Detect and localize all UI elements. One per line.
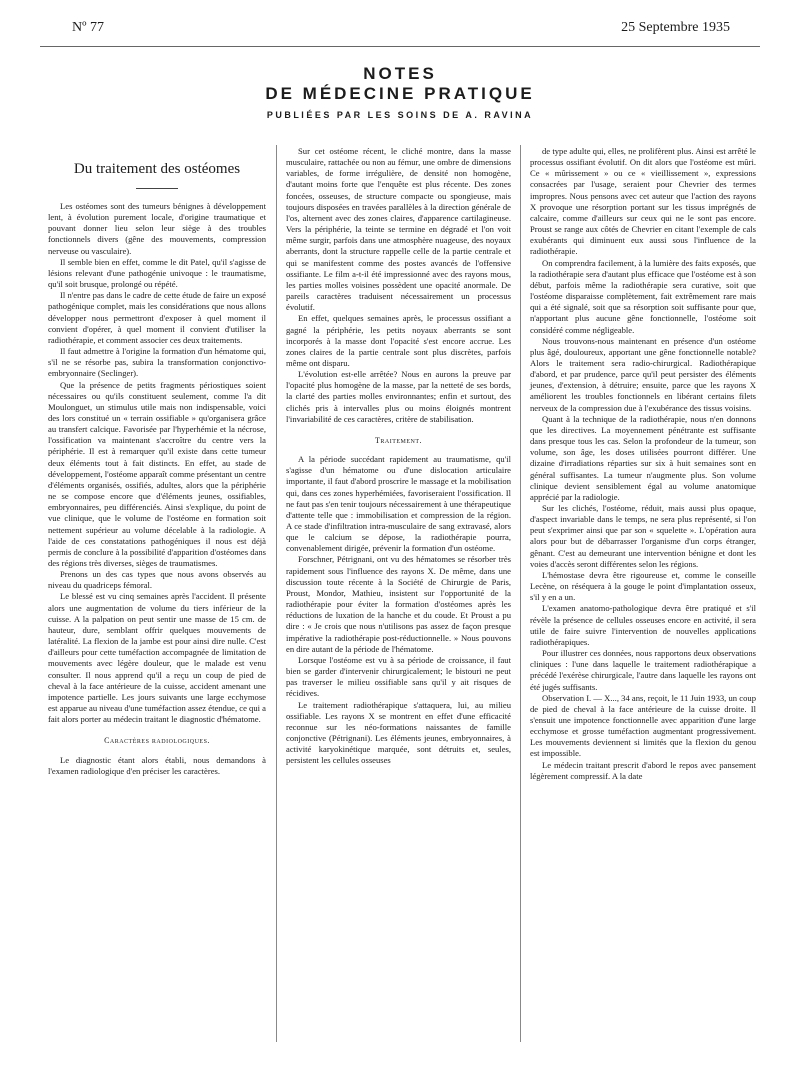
paragraph: Le médecin traitant prescrit d'abord le repos avec pansement légèrement compressif. A la date — [530, 759, 756, 781]
column-divider-1 — [276, 145, 277, 1042]
paragraph: Il faut admettre à l'origine la formation d'un hématome qui, s'il ne se résorbe pas, subira la transformation conjonctivo-embryonnaire (Seclinger). — [48, 346, 266, 379]
paragraph: Sur les clichés, l'ostéome, réduit, mais aussi plus opaque, d'aspect invariable dans le temps, ne sera plus représenté, si l'on peut s'exprimer ainsi que par son « squelette ». L'opération aura alors pour but de débarrasser l'organisme d'un corps étranger, gênant. C'est au demeurant une intervention bénigne et dont les voies d'accès seront différentes selon les régions. — [530, 503, 756, 569]
paragraph: Quant à la technique de la radiothérapie, nous n'en donnons que les directives. La moyennement pénétrante est suffisante dans presque tous les cas. Selon la profondeur de la tumeur, son volume, son âge, les doses utilisées pourront différer. Une dizaine d'irradiations réparties sur six à huit semaines sont en général suffisantes. La tumeur n'augmente plus. Son volume clinique devient sensiblement égal au volume anatomique apprécié par la radiologie. — [530, 413, 756, 502]
article-title: Du traitement des ostéomes — [73, 161, 241, 177]
paragraph: Le diagnostic étant alors établi, nous demandons à l'examen radiologique d'en préciser les caractères. — [48, 754, 266, 776]
paragraph: Observation I. — X..., 34 ans, reçoit, le 11 Juin 1933, un coup de pied de cheval à la face antérieure de la cuisse droite. Il s'ensuit une impotence fonctionnelle avec apparition d'une large ecchymose et grosse tuméfaction augmentant progressivement. Les mouvements deviennent si limités que la flexion du genou est impossible. — [530, 692, 756, 759]
paragraph: Il n'entre pas dans le cadre de cette étude de faire un exposé pathogénique complet, mais les considérations que nous allons développer nous permettront d'exposer à quel moment il convient d'opérer, à quel moment il convient d'utiliser la radiothérapie, et comment associer ces deux traitements. — [48, 290, 266, 345]
paragraph: Que la présence de petits fragments périostiques soient nécessaires ou qu'ils constituent seulement, comme l'a dit Moulonguet, un stimulus utile mais non indispensable, voici des lors constitué un « terrain ossifiable » qu'organisera grâce au transfert calcique. Favorisée par l'hyperhémie et la nécrose, l'ossification va maintenant s'accroître du centre vers la périphérie. Il est à remarquer qu'il existe dans cette tumeur deux éléments tout à fait distincts. En effet, au stade de développement, l'ostéome apparaît comme présentant un centre d'éléments organisés, ossifiés, adultes, alors que la périphérie ne se compose encore que d'éléments jeunes, ossifiables, embryonnaires, peu différenciés. Ainsi s'explique, du point de vue clinique, que le volume de l'ostéome en formation soit nettement supérieur au volume décelable à la radiologie. A l'aide de ces constatations pathogéniques il nous est déjà permis de conclure à la possibilité d'apparition d'ostéomes dans des régions très diverses, sièges de traumatismes. — [48, 379, 266, 568]
paragraph: L'hémostase devra être rigoureuse et, comme le conseille Lecène, on réséquera à la gouge le point d'implantation osseux, s'il y en a un. — [530, 569, 756, 603]
column-3 — [530, 146, 756, 782]
paragraph: L'examen anatomo-pathologique devra être pratiqué et s'il révèle la présence de cellules osseuses encore en activité, il sera utile de faire suivre l'intervention de nouvelles applications radiothérapiques. — [530, 603, 756, 647]
section-heading: Traitement. — [374, 435, 423, 445]
paragraph: de type adulte qui, elles, ne prolifèrent plus. Ainsi est arrêté le processus ossifiant évolutif. On dit alors que l'ostéome est mûri. Ce « mûrissement » ou ce « vieillissement », expressions consacrées par l'usage, seraient pour Chevrier des termes impropres. Nous pensons avec cet auteur que l'action des rayons X provoque une résorption portant sur les tissus imprégnés de calcaire, comme d'ailleurs sur ceux qui ne le sont pas encore. Proust se range aux côtés de Chevrier en citant l'exemple de cals exubérants qui diminuent eux aussi sous l'influence de la radiothérapie. — [530, 146, 756, 257]
journal-subtitle: PUBLIÉES PAR LES SOINS DE A. RAVINA — [266, 110, 534, 120]
paragraph: Lorsque l'ostéome est vu à sa période de croissance, il faut bien se garder d'intervenir chirurgicalement; le bistouri ne peut pas traverser le milieu ossifiable sans qu'il y ait risques de récidives. — [286, 654, 511, 699]
paragraph: Prenons un des cas types que nous avons observés au niveau du quadriceps fémoral. — [48, 569, 266, 591]
paragraph: Sur cet ostéome récent, le cliché montre, dans la masse musculaire, rattachée ou non au fémur, une ombre de dimensions variables, de forme irrégulière, de densité non homogène, d'autant moins forte que l'enquête est plus récente. Des zones foncées, osseuses, de structure compacte ou spongieuse, mais toujours disposées en travées parallèles à la direction générale de l'os, alternent avec des zones claires, d'apparence cartilagineuse. Vers la périphérie, la teinte se termine en dégradé et l'on voit même surgir, parfois dans une atmosphère nuageuse, des noyaux aberrants, dont la structure rappelle celle de la partie centrale et qui se manifestent comme des postes avancés de l'offensive ossifiante. Le film a-t-il été impressionné avec des rayons mous, les parties molles voisines possèdent une opacité anormale. De pareils caractères traduisent nécessairement un processus évolutif. — [286, 146, 511, 313]
paragraph: Pour illustrer ces données, nous rapportons deux observations cliniques : l'une dans laquelle le traitement radiothérapique a précédé l'exérèse chirurgicale, l'autre dans laquelle les rayons ont été jugés suffisants. — [530, 648, 756, 692]
column-2 — [286, 146, 511, 766]
journal-title-line1: NOTES — [363, 64, 437, 83]
paragraph: En effet, quelques semaines après, le processus ossifiant a gagné la périphérie, les petits noyaux aberrants se sont incorporés à la masse dont l'opacité s'est encore accrue. Les zones claires de la partie centrale sont plus discrètes, parfois même ont disparu. — [286, 313, 511, 368]
paragraph: Il semble bien en effet, comme le dit Patel, qu'il s'agisse de lésions relevant d'une pathogénie univoque : le traumatisme, qu'il soit brusque, prolongé ou répété. — [48, 256, 266, 290]
journal-title-line2: DE MÉDECINE PRATIQUE — [265, 84, 535, 103]
paragraph: A la période succédant rapidement au traumatisme, qu'il s'agisse d'un hématome ou d'une dislocation articulaire importante, il faut d'abord proscrire le massage et la mobilisation qui, dans ces zones hyperhémiées, favoriseraient l'ossification. Il ne faut pas s'en tenir toujours nécessairement à une thérapeutique d'attente telle que : immobilisation et compression de la région. A ce stade d'infiltration intra-musculaire de sang extravasé, alors que le calcium se dépose, la radiothérapie pourra, convenablement dirigée, prévenir la formation d'un ostéome. — [286, 454, 511, 554]
paragraph: L'évolution est-elle arrêtée? Nous en aurons la preuve par l'opacité plus homogène de la masse, par la netteté de ses bords, la clarté des parties molles environnantes; enfin et surtout, des clichés pris à intervalles plus ou moins éloignés montrent l'invariabilité de ces caractères, critère de stabilisation. — [286, 369, 511, 424]
title-rule — [136, 188, 178, 189]
section-heading: Caractères radiologiques. — [104, 736, 210, 746]
paragraph: Nous trouvons-nous maintenant en présence d'un ostéome plus âgé, douloureux, apportant une gêne fonctionnelle notable? Alors le traitement sera radio-chirurgical. Radiothérapique d'abord, et par prudence, parce qu'il peut persister des éléments jeunes, d'extension, à détruire; ensuite, parce que les rayons X améliorent les troubles fonctionnels en libérant certains filets nerveux de la compression due à l'exubérance des tissus voisins. — [530, 335, 756, 413]
column-1 — [48, 160, 266, 777]
header-rule — [40, 46, 760, 47]
paragraph: Le blessé est vu cinq semaines après l'accident. Il présente alors une augmentation de volume du tiers inférieur de la cuisse. A la palpation on peut sentir une masse de 15 cm. de hauteur, dure, semblant offrir quelques mouvements de latéralité. La flexion de la jambe est pour ainsi dire nulle. C'est d'ailleurs pour cette tuméfaction accompagnée de limitation de mouvements avec légère douleur, que le malade est venu consulter. Il nous apprend qu'il a reçu un coup de pied de cheval à la face antérieure de la cuisse, accident amenant une impotence partielle. Les jours suivants une large ecchymose est apparue au niveau d'une tuméfaction assez étendue, ce qui a fait alors porter au médecin traitant le diagnostic d'hématome. — [48, 591, 266, 725]
issue-date: 25 Septembre 1935 — [621, 20, 730, 35]
paragraph: Forschner, Pétrignani, ont vu des hématomes se résorber très rapidement sous l'influence des rayons X. De même, dans une discussion toute récente à la Société de Chirurgie de Paris, Proust, Mondor, Mathieu, insistent sur l'opportunité de la radiothérapie pour éviter la formation d'ostéomes après les réductions de luxation de la hanche et du coude. Et Proust a pu dire : « Je crois que nous n'utilisons pas assez de façon presque impérative la radiothérapie post-réductionnelle. » Nous pouvons en dire autant de la période de l'hématome. — [286, 554, 511, 654]
paragraph: On comprendra facilement, à la lumière des faits exposés, que la radiothérapie sera d'autant plus efficace que l'ostéome est à son début, parfois même la radiothérapie sera curative, soit que l'ostéome disparaisse complètement, fait extrêmement rare mais qui a été signalé, soit que sa résorption soit suffisante pour que, n'apportant plus aucune gêne fonctionnelle, l'ostéome soit considéré comme négligeable. — [530, 257, 756, 335]
column-divider-2 — [520, 145, 521, 1042]
issue-number: Nº 77 — [72, 20, 104, 35]
paragraph: Le traitement radiothérapique s'attaquera, lui, au milieu ossifiable. Les rayons X se montrent en effet d'une efficacité reconnue sur les néo-formations naissantes de famille conjonctive (Pétrignani). Les éléments jeunes, embryonnaires, à activité karyokinétique marquée, sont détruits et, seules, persistent les cellules osseuses — [286, 699, 511, 766]
paragraph: Les ostéomes sont des tumeurs bénignes à développement lent, à évolution purement locale, d'origine traumatique et pouvant donner lieu selon leur siège à des troubles fonctionnels divers (gêne des mouvements, compression nerveuse ou vasculaire). — [48, 201, 266, 256]
